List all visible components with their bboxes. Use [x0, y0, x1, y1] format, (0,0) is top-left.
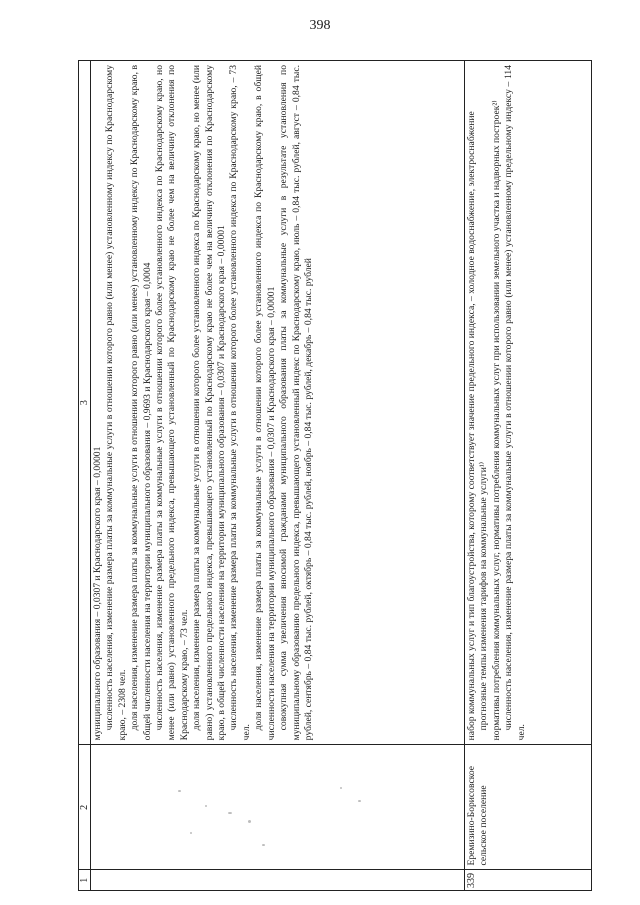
cell-settlement-name: Еремизино-Борисовское сельское поселение: [465, 745, 592, 870]
indicator-paragraph: муниципального образования – 0,0307 и Краснодарского края – 0,00001: [92, 446, 103, 741]
indicator-paragraph: нормативы потребления коммунальных услуг, нормативы потребления коммунальных услуг при использовании земельного участка и надворных построек²⁾: [490, 100, 502, 741]
table-row-continuation: [91, 61, 465, 891]
cell-name-empty: [91, 745, 465, 870]
page-number: 398: [309, 18, 331, 33]
indicator-paragraph: численность населения, изменение размера платы за коммунальные услуги в отношении которого равно (или менее) установленному индексу по Краснодарскому краю, – 2308 чел.: [104, 65, 128, 741]
cell-indicators: [465, 61, 592, 745]
indicator-paragraph: доля населения, изменение размера платы за коммунальные услуги в отношении которого более установленного индекса по Краснодарскому краю, но менее (или равно) установленного предельного индекса, превышающего установленный по Краснодарскому краю не более чем на величину отклонения по Краснодарскому краю, в общей численности населения на территории муниципального образования – 0,0307 и Краснодарского края – 0,00001: [191, 65, 228, 741]
indicator-paragraph: численность населения, изменение размера платы за коммунальные услуги в отношении которого более установленного индекса по Краснодарскому краю, – 73 чел.: [228, 65, 252, 741]
indicator-paragraph: численность населения, изменение размера платы за коммунальные услуги в отношении которого равно (или менее) установленному предельному индексу – 114 чел.: [503, 65, 527, 741]
indicator-paragraph: прогнозные темпы изменения тарифов на коммунальные услуги¹⁾: [478, 461, 490, 731]
cell-indicators: [91, 61, 465, 745]
table-header-row: [79, 61, 91, 891]
header-col-3: 3: [79, 61, 91, 745]
indicator-paragraph: доля населения, изменение размера платы за коммунальные услуги в отношении которого более установленного индекса по Краснодарскому краю, в общей численности населения на территории муниципального образования – 0,0307 и Краснодарского края – 0,00001: [253, 65, 277, 741]
indicator-paragraph: численность населения, изменение размера платы за коммунальные услуги в отношении которого более установленного индекса по Краснодарскому краю, но менее (или равно) установленного предельного индекса, превышающего установленный по Краснодарскому краю не более чем на величину отклонения по Краснодарскому краю, – 73 чел.: [154, 65, 190, 741]
rotated-table-wrapper: [78, 60, 602, 891]
header-col-2: 2: [79, 745, 91, 870]
header-col-1: 1: [79, 870, 91, 891]
indicator-paragraph: совокупная сумма увеличения вносимой гражданами муниципального образования платы за коммунальные услуги в результате установления по муниципальному образованию предельного индекса, превышающего установленный индекс по Краснодарскому краю, июль – 0,84 тыс. рублей, август – 0,84 тыс. рублей, сентябрь – 0,84 тыс. рублей, октябрь – 0,84 тыс. рублей, ноябрь – 0,84 тыс. рублей, декабрь – 0,84 тыс. рублей: [278, 65, 314, 741]
cell-row-number: 339: [465, 870, 592, 891]
cell-number-empty: [91, 870, 465, 891]
data-table: [78, 60, 592, 891]
table-row-339: [465, 61, 592, 891]
indicator-paragraph: доля населения, изменение размера платы за коммунальные услуги в отношении которого равно (или менее) установленному индексу по Краснодарскому краю, в общей численности населения на территории муниципального образования – 0,9693 и Краснодарского края – 0,0004: [129, 65, 153, 741]
indicator-paragraph: набор коммунальных услуг и тип благоустройства, которому соответствует значение предельного индекса, – холодное водоснабжение, электроснабжение: [466, 111, 477, 741]
